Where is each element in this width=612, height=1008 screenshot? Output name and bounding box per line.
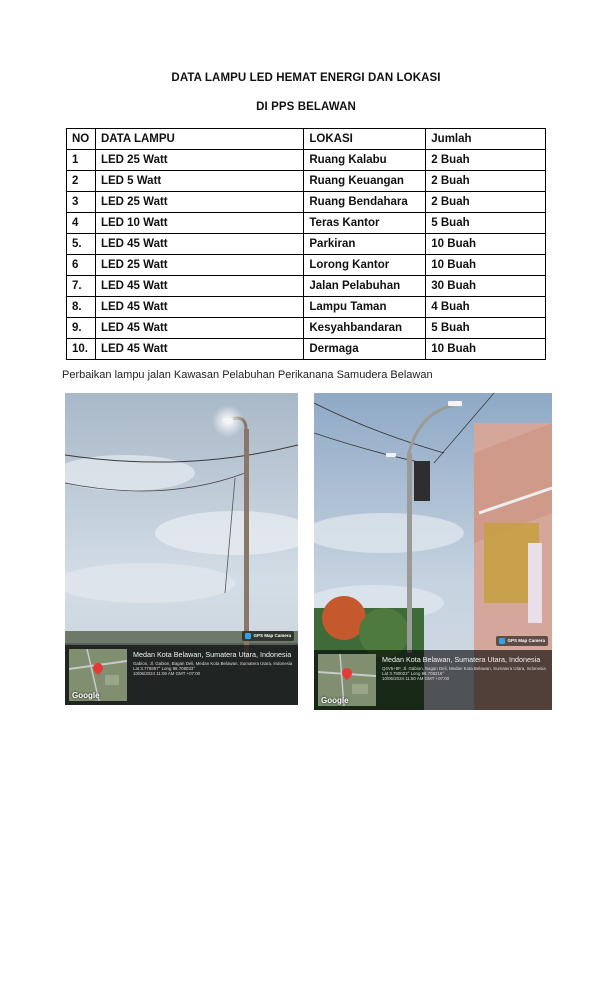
- cell-lokasi: Ruang Keuangan: [304, 171, 426, 192]
- cell-lokasi: Jalan Pelabuhan: [304, 276, 426, 297]
- cell-lokasi: Ruang Bendahara: [304, 192, 426, 213]
- street-light-photo-1: [65, 393, 298, 705]
- cell-jumlah: 30 Buah: [426, 276, 546, 297]
- header-lokasi: LOKASI: [304, 129, 426, 150]
- location-title-2: Medan Kota Belawan, Sumatera Utara, Indonesia: [382, 655, 541, 664]
- cell-jumlah: 10 Buah: [426, 339, 546, 360]
- cell-data-lampu: LED 25 Watt: [95, 255, 303, 276]
- cell-no: 3: [67, 192, 96, 213]
- google-logo: Google: [72, 691, 100, 700]
- geotag-stamp-2: [314, 638, 552, 710]
- cell-jumlah: 5 Buah: [426, 318, 546, 339]
- cell-jumlah: 4 Buah: [426, 297, 546, 318]
- cell-lokasi: Kesyahbandaran: [304, 318, 426, 339]
- cell-no: 8.: [67, 297, 96, 318]
- table-row: [67, 150, 546, 171]
- cell-data-lampu: LED 45 Watt: [95, 339, 303, 360]
- cell-no: 2: [67, 171, 96, 192]
- gps-camera-icon: [499, 638, 505, 644]
- gps-camera-badge-1: GPS Map Camera: [242, 631, 294, 641]
- header-jumlah: Jumlah: [426, 129, 546, 150]
- cell-lokasi: Lampu Taman: [304, 297, 426, 318]
- cell-no: 6: [67, 255, 96, 276]
- cell-data-lampu: LED 45 Watt: [95, 234, 303, 255]
- cell-jumlah: 2 Buah: [426, 150, 546, 171]
- header-no: NO: [67, 129, 96, 150]
- table-row: [67, 213, 546, 234]
- location-detail-1: Gabion, Jl. Gabion, Bagan Deli, Medan Kota Belawan, Sumatera Utara, Indonesia Lat 3.776997° Long 98.708033° 10/06/2024 11:09 AM GMT +07:00: [133, 661, 293, 677]
- lamp-data-table: [66, 128, 546, 360]
- cell-data-lampu: LED 45 Watt: [95, 297, 303, 318]
- cell-no: 7.: [67, 276, 96, 297]
- cell-data-lampu: LED 25 Watt: [95, 150, 303, 171]
- cell-jumlah: 2 Buah: [426, 171, 546, 192]
- cell-lokasi: Lorong Kantor: [304, 255, 426, 276]
- table-header-row: [67, 129, 546, 150]
- cell-lokasi: Ruang Kalabu: [304, 150, 426, 171]
- location-detail-2: Q4V5+9F, Jl. Gabion, Bagan Deli, Medan Kota Belawan, Sumatera Utara, Indonesia Lat 3.780022° Long 98.708216° 10/06/2024 11:50 AM GMT +07:00: [382, 666, 546, 682]
- document-title: DATA LAMPU LED HEMAT ENERGI DAN LOKASI: [171, 72, 441, 84]
- street-light-photo-2: [314, 393, 552, 710]
- cell-lokasi: Parkiran: [304, 234, 426, 255]
- geotag-stamp-1: [65, 633, 298, 705]
- table-row: [67, 297, 546, 318]
- location-title-1: Medan Kota Belawan, Sumatera Utara, Indonesia: [133, 650, 292, 659]
- cell-data-lampu: LED 25 Watt: [95, 192, 303, 213]
- cell-no: 10.: [67, 339, 96, 360]
- cell-jumlah: 10 Buah: [426, 255, 546, 276]
- cell-data-lampu: LED 45 Watt: [95, 318, 303, 339]
- cell-data-lampu: LED 45 Watt: [95, 276, 303, 297]
- cell-lokasi: Teras Kantor: [304, 213, 426, 234]
- gps-camera-badge-2: GPS Map Camera: [496, 636, 548, 646]
- map-thumbnail-1: [69, 649, 127, 701]
- cell-no: 1: [67, 150, 96, 171]
- table-row: [67, 255, 546, 276]
- cell-no: 9.: [67, 318, 96, 339]
- cell-data-lampu: LED 10 Watt: [95, 213, 303, 234]
- table-row: [67, 171, 546, 192]
- table-row: [67, 276, 546, 297]
- cell-jumlah: 10 Buah: [426, 234, 546, 255]
- cell-jumlah: 5 Buah: [426, 213, 546, 234]
- cell-no: 4: [67, 213, 96, 234]
- header-data-lampu: DATA LAMPU: [95, 129, 303, 150]
- cell-no: 5.: [67, 234, 96, 255]
- cell-jumlah: 2 Buah: [426, 192, 546, 213]
- map-thumbnail-2: [318, 654, 376, 706]
- cell-lokasi: Dermaga: [304, 339, 426, 360]
- table-row: [67, 192, 546, 213]
- table-row: [67, 318, 546, 339]
- document-subtitle: DI PPS BELAWAN: [256, 101, 356, 113]
- cell-data-lampu: LED 5 Watt: [95, 171, 303, 192]
- google-logo: Google: [321, 696, 349, 705]
- photo-caption: Perbaikan lampu jalan Kawasan Pelabuhan Perikanana Samudera Belawan: [62, 369, 433, 381]
- table-row: [67, 339, 546, 360]
- table-row: [67, 234, 546, 255]
- gps-camera-icon: [245, 633, 251, 639]
